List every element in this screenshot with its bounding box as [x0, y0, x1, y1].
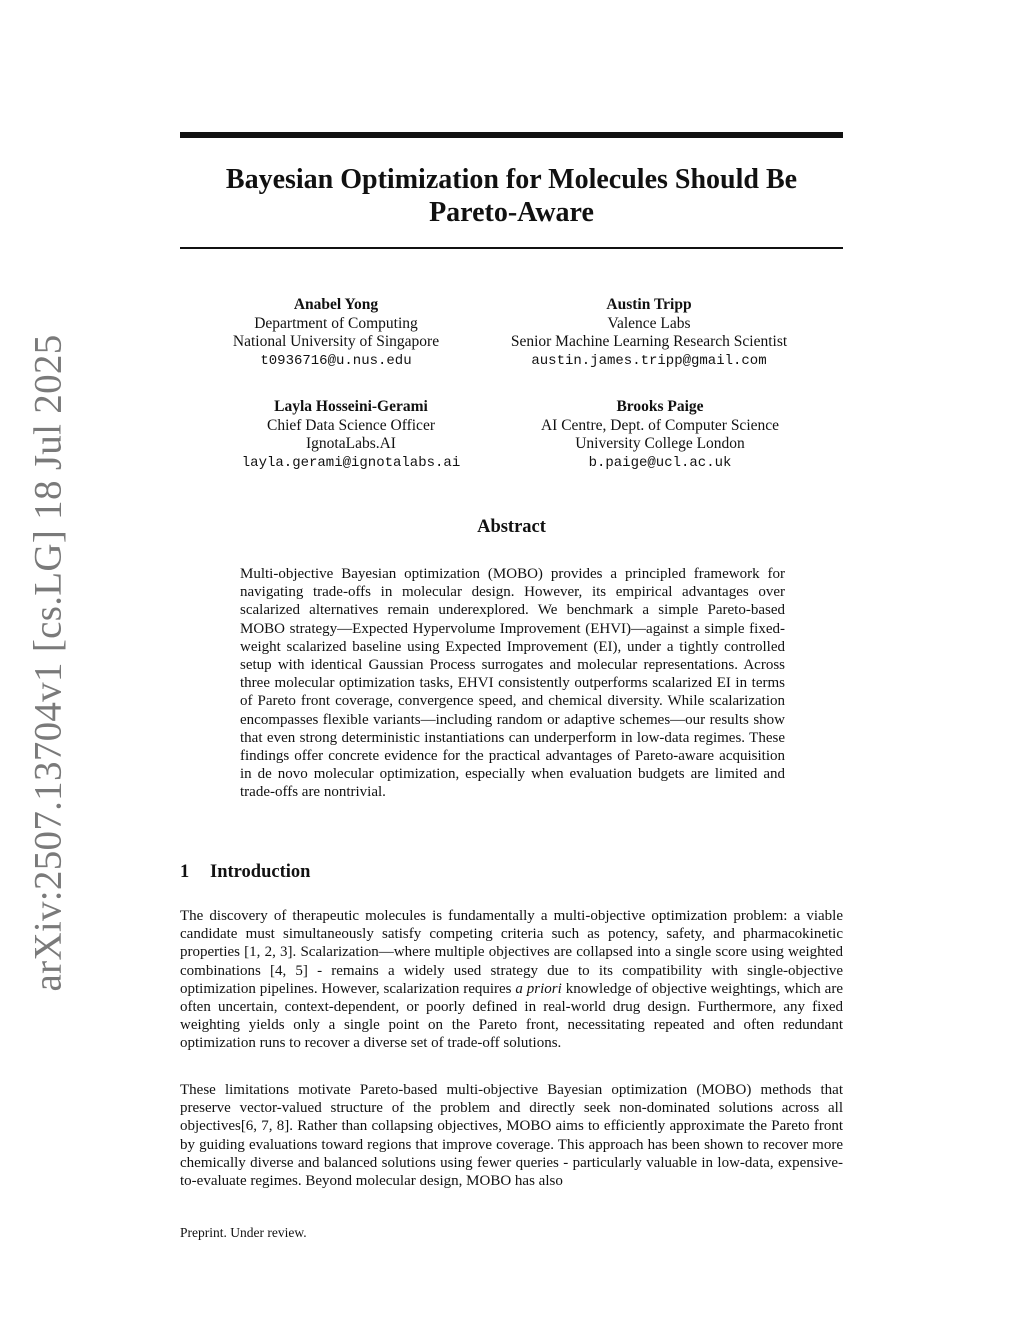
body-paragraph: These limitations motivate Pareto-based multi-objective Bayesian optimization (MOBO) methods that preserve vector-valued structure of the problem and directly seek non-dominated solutions across all objectives[6, 7, 8]. Rather than collapsing objectives, MOBO aims to efficiently approximate the Pareto front by guiding evaluations toward regions that improve coverage. This approach has been shown to recover more chemically diverse and balanced solutions using fewer queries - particularly valuable in low-data, expensive-to-evaluate regimes. Beyond molecular design, MOBO has also — [180, 1082, 843, 1190]
emphasis-text: a priori — [515, 980, 562, 997]
author-name: Brooks Paige — [616, 398, 704, 415]
paper-title — [180, 163, 843, 229]
author-email: t0936716@u.nus.edu — [260, 352, 412, 369]
author-affiliation: AI Centre, Dept. of Computer Science — [540, 416, 780, 434]
author-block — [519, 398, 801, 472]
author-affiliation: University College London — [575, 435, 745, 452]
paragraph-text: The discovery of therapeutic molecules is fundamentally a multi-objective optimization problem: a viable candidate must simultaneously satisfy competing criteria such as potency, safety, and pharmacokinetic properties [1, 2, 3]. Scalarization—where multiple objectives are collapsed into a single score using weighted combinations [4, 5] - remains a widely used strategy due to its compatibility with single-objective optimization pipelines. However, scalarization requires — [180, 908, 843, 997]
arxiv-identifier-stamp: arXiv:2507.13704v1 [cs.LG] 18 Jul 2025 — [26, 334, 70, 992]
author-name: Austin Tripp — [606, 296, 692, 313]
author-email: austin.james.tripp@gmail.com — [531, 352, 767, 369]
author-affiliation: National University of Singapore — [232, 333, 440, 350]
author-affiliation: Chief Data Science Officer — [267, 416, 435, 434]
author-affiliation: Senior Machine Learning Research Scientist — [510, 333, 788, 350]
section-number: 1 — [180, 862, 190, 882]
abstract-body: Multi-objective Bayesian optimization (MOBO) provides a principled framework for navigating trade-offs in molecular design. However, its empirical advantages over scalarized alternatives remain underexplored. We benchmark a simple Pareto-based MOBO strategy—Expected Hypervolume Improvement (EHVI)—against a simple fixed-weight scalarized baseline using Expected Improvement (EI), under a tightly controlled setup with identical Gaussian Process surrogates and molecular representations. Across three molecular optimization tasks, EHVI consistently outperforms scalarized EI in terms of Pareto front coverage, convergence speed, and chemical diversity. While scalarization encompasses flexible variants—including random or adaptive schemes—our results show that even strong deterministic instantiations can underperform in low-data regimes. These findings offer concrete evidence for the practical advantages of Pareto-aware acquisition in de novo molecular optimization, especially when evaluation budgets are limited and trade-offs are nontrivial. — [240, 566, 785, 801]
author-affiliation: IgnotaLabs.AI — [306, 435, 396, 452]
author-name: Layla Hosseini-Gerami — [274, 398, 428, 415]
body-paragraph — [180, 907, 843, 1053]
author-name: Anabel Yong — [293, 296, 379, 313]
author-email: layla.gerami@ignotalabs.ai — [241, 454, 461, 471]
author-block — [215, 398, 487, 472]
section-title: Introduction — [210, 862, 311, 882]
author-affiliation: Valence Labs — [607, 314, 691, 332]
title-top-rule — [180, 132, 843, 138]
title-line-2: Pareto-Aware — [429, 197, 594, 228]
page-footer: Preprint. Under review. — [180, 1225, 307, 1240]
title-bottom-rule — [180, 247, 843, 249]
abstract-heading: Abstract — [477, 517, 546, 537]
section-heading — [180, 862, 310, 883]
author-block — [215, 296, 457, 370]
author-email: b.paige@ucl.ac.uk — [588, 454, 732, 471]
paragraph-text: knowledge of objective weightings, which are often uncertain, context-dependent, or poorly defined in real-world drug design. Furthermore, any fixed weighting yields only a single point on the Pareto front, necessitating repeated and often redundant optimization runs to recover a diverse set of trade-off solutions. — [180, 980, 843, 1052]
title-line-1: Bayesian Optimization for Molecules Should Be — [225, 164, 798, 195]
author-affiliation: Department of Computing — [254, 314, 418, 332]
author-block — [489, 296, 809, 370]
